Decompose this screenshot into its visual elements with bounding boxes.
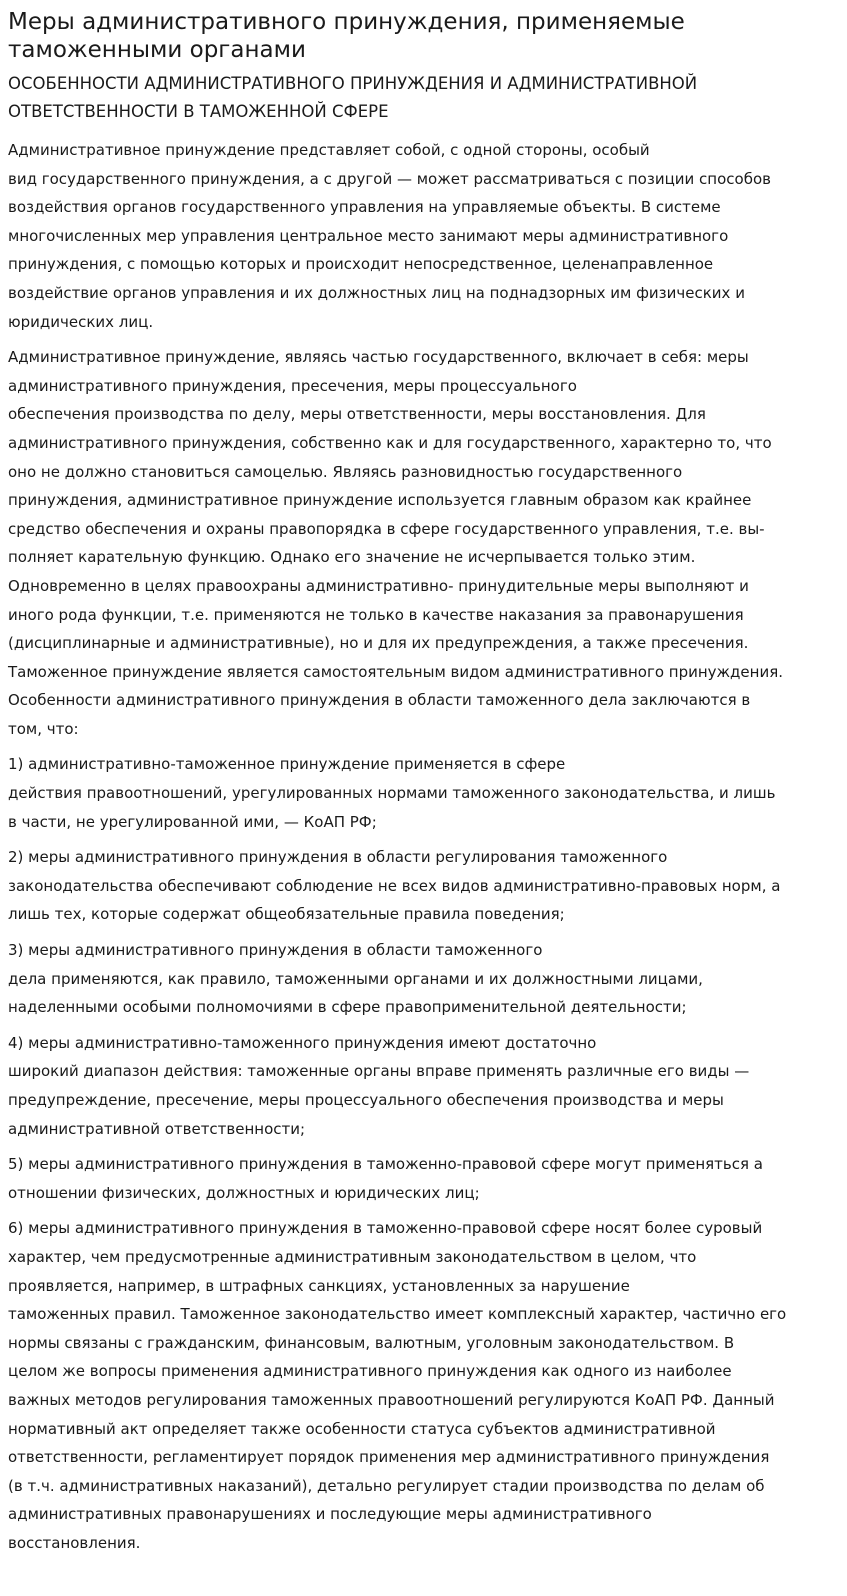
paragraph-line: административного принуждения, собственно как и для государственного, характерно то, что [8, 433, 772, 452]
paragraph [8, 1150, 839, 1207]
paragraph-line: Таможенное принуждение является самостоятельным видом административного принуждения. [8, 662, 783, 681]
paragraph-line: административных правонарушениях и последующие меры административного [8, 1505, 652, 1524]
paragraph-line: важных методов регулирования таможенных правоотношений регулируются КоАП РФ. Данный [8, 1390, 775, 1409]
paragraph-line: 5) меры административного принуждения в таможенно-правовой сфере могут применяться а [8, 1155, 763, 1174]
paragraph-line: в части, не урегулированной ими, — КоАП РФ; [8, 812, 377, 831]
paragraph-line: (в т.ч. административных наказаний), детально регулирует стадии производства по делам об [8, 1476, 765, 1495]
paragraph-line: многочисленных мер управления центральное место занимают меры административного [8, 226, 729, 245]
paragraph-line: предупреждение, пресечение, меры процессуального обеспечения производства и меры [8, 1091, 724, 1109]
paragraph-line: 2) меры административного принуждения в области регулирования таможенного [8, 848, 668, 867]
paragraph-line: воздействие органов управления и их должностных лиц на поднадзорных им физических и [8, 283, 745, 302]
paragraph-line: Одновременно в целях правоохраны административно- принудительные меры выполняют и [8, 576, 749, 595]
paragraph-line: административной ответственности; [8, 1119, 306, 1138]
paragraph-line: том, что: [8, 719, 79, 738]
paragraph-line: таможенных правил. Таможенное законодательство имеет комплексный характер, частично его [8, 1305, 787, 1324]
paragraph-line: отношении физических, должностных и юридических лиц; [8, 1183, 480, 1202]
paragraph-line: восстановления. [8, 1533, 141, 1552]
paragraph-line: наделенными особыми полномочиями в сфере правоприменительной деятельности; [8, 998, 687, 1017]
paragraph [8, 843, 839, 929]
paragraph-line: законодательства обеспечивают соблюдение не всех видов административно-правовых норм, а [8, 876, 781, 895]
paragraph-line: нормативный акт определяет также особенности статуса субъектов административной [8, 1419, 716, 1438]
paragraph-line: административного принуждения, пресечения, меры процессуального [8, 376, 577, 395]
paragraph-line: (дисциплинарные и административные), но и для их предупреждения, а также пресечения. [8, 634, 749, 653]
paragraph-line: действия правоотношений, урегулированных нормами таможенного законодательства, и лишь [8, 784, 776, 803]
paragraph-line: оно не должно становиться самоцелью. Являясь разновидностью государственного [8, 462, 683, 481]
paragraph-line: широкий диапазон действия: таможенные органы вправе применять различные его виды — [8, 1062, 750, 1081]
paragraph-line: обеспечения производства по делу, меры ответственности, меры восстановления. Для [8, 405, 706, 424]
paragraph-line: принуждения, с помощью которых и происходит непосредственное, целенаправленное [8, 255, 714, 274]
paragraph-line: Особенности административного принуждения в области таможенного дела заключаются в [8, 691, 751, 710]
paragraph-line: лишь тех, которые содержат общеобязательные правила поведения; [8, 905, 565, 924]
paragraph-line: нормы связаны с гражданским, финансовым, валютным, уголовным законодательством. В [8, 1333, 735, 1352]
paragraph [8, 343, 839, 743]
article-body [8, 136, 839, 1558]
paragraph-line: средство обеспечения и охраны правопорядка в сфере государственного управления, т.е. вы- [8, 519, 765, 538]
paragraph-line: дела применяются, как правило, таможенными органами и их должностными лицами, [8, 969, 703, 988]
paragraph-line: 3) меры административного принуждения в области таможенного [8, 941, 543, 960]
paragraph [8, 1029, 839, 1143]
paragraph-line: 4) меры административно-таможенного принуждения имеют достаточно [8, 1033, 597, 1052]
paragraph [8, 936, 839, 1022]
page-title: Меры административного принуждения, применяемые таможенными органами [8, 9, 685, 63]
paragraph-line: вид государственного принуждения, а с другой — может рассматриваться с позиции способов [8, 169, 771, 188]
paragraph-line: 1) административно-таможенное принуждение применяется в сфере [8, 755, 566, 774]
paragraph-line: полняет карательную функцию. Однако его значение не исчерпывается только этим. [8, 548, 696, 567]
paragraph-line: проявляется, например, в штрафных санкциях, установленных за нарушение [8, 1276, 630, 1295]
section-heading: ОСОБЕННОСТИ АДМИНИСТРАТИВНОГО ПРИНУЖДЕНИЯ И АДМИНИСТРАТИВНОЙ ОТВЕТСТВЕННОСТИ В ТАМОЖЕННОЙ СФЕРЕ [8, 74, 698, 121]
paragraph-line: ответственности, регламентирует порядок применения мер административного принуждения [8, 1448, 770, 1467]
paragraph-line: целом же вопросы применения административного принуждения как одного из наиболее [8, 1362, 732, 1381]
paragraph-line: принуждения, административное принуждение используется главным образом как крайнее [8, 491, 752, 510]
paragraph-line: 6) меры административного принуждения в таможенно-правовой сфере носят более суровый [8, 1219, 763, 1238]
paragraph [8, 136, 839, 336]
paragraph-line: Административное принуждение, являясь частью государственного, включает в себя: меры [8, 348, 749, 367]
paragraph-line: юридических лиц. [8, 312, 154, 331]
paragraph-line: Административное принуждение представляет собой, с одной стороны, особый [8, 141, 650, 159]
paragraph [8, 1214, 839, 1557]
paragraph [8, 750, 839, 836]
paragraph-line: воздействия органов государственного управления на управляемые объекты. В системе [8, 198, 721, 217]
paragraph-line: иного рода функции, т.е. применяются не только в качестве наказания за правонарушения [8, 605, 744, 624]
paragraph-line: характер, чем предусмотренные административным законодательством в целом, что [8, 1247, 697, 1266]
